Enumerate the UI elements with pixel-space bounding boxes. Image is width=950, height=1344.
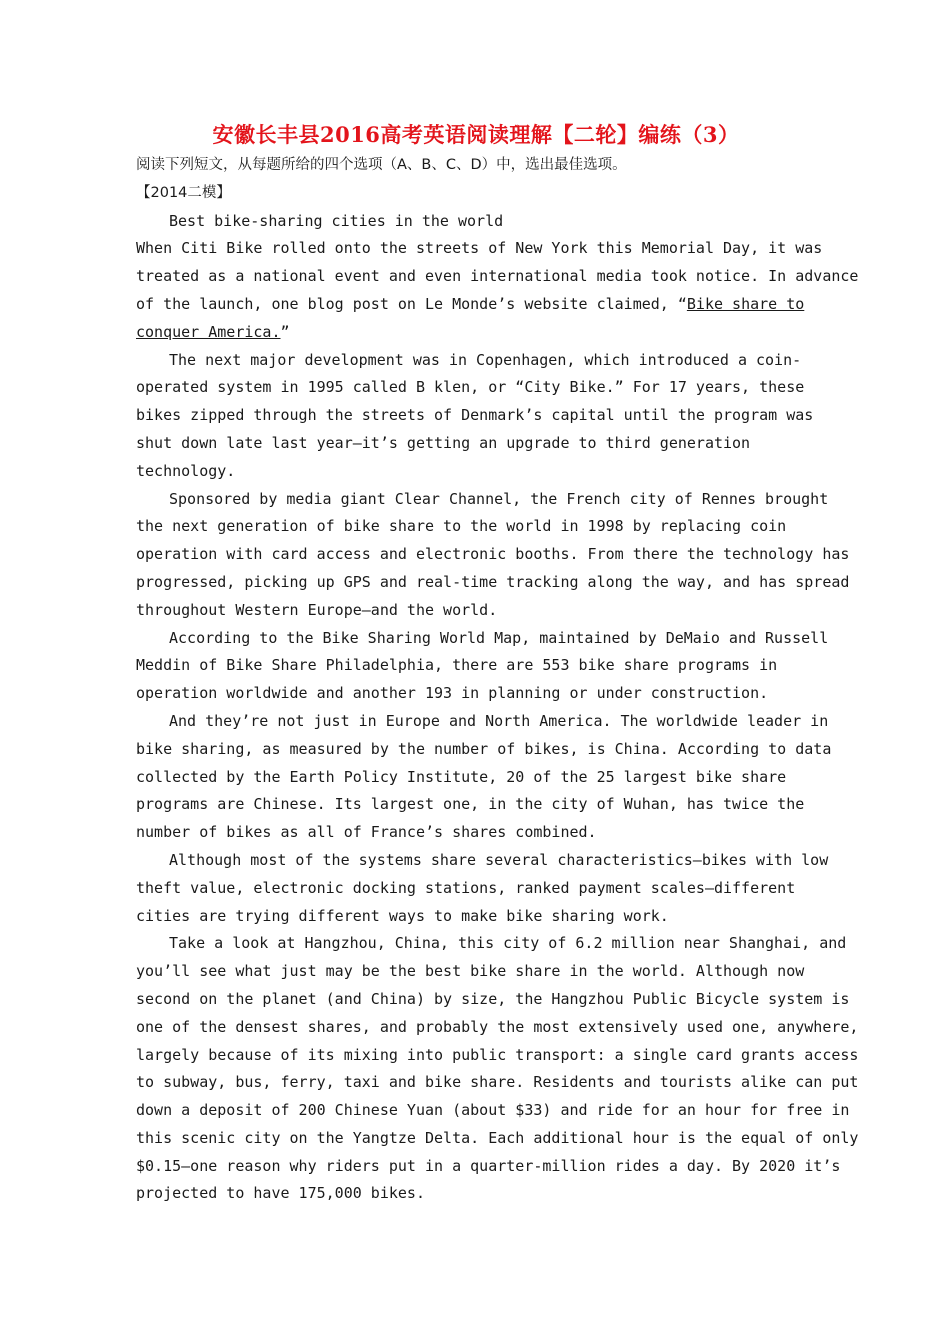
- paragraph-1: [136, 235, 859, 346]
- paragraph-line: collected by the Earth Policy Institute, 20 of the 25 largest bike share: [136, 767, 787, 786]
- paragraph-line: The next major development was in Copenhagen, which introduced a coin-: [169, 350, 802, 369]
- paragraph-line: cities are trying different ways to make bike sharing work.: [136, 906, 669, 925]
- line-text: of the launch, one blog post on Le Monde’s website claimed, “: [136, 294, 687, 313]
- paragraph-2: [136, 347, 816, 486]
- paragraph-line: down a deposit of 200 Chinese Yuan (about $33) and ride for an hour for free in: [136, 1101, 850, 1120]
- paragraph-line: largely because of its mixing into public transport: a single card grants access: [136, 1045, 859, 1064]
- paragraph-5: [136, 708, 832, 847]
- paragraph-line: theft value, electronic docking stations, ranked payment scales—different: [136, 878, 796, 897]
- paragraph-line: operation with card access and electronic booths. From there the technology has: [136, 545, 850, 564]
- paragraph-line: Take a look at Hangzhou, China, this city of 6.2 million near Shanghai, and: [169, 934, 847, 953]
- quoted-headline: Bike share to: [686, 294, 805, 313]
- paragraph-line: one of the densest shares, and probably the most extensively used one, anywhere,: [136, 1017, 859, 1036]
- paragraph-line: According to the Bike Sharing World Map, maintained by DeMaio and Russell: [169, 628, 829, 647]
- paragraph-line: technology.: [136, 461, 236, 480]
- paragraph-line: projected to have 175,000 bikes.: [136, 1184, 425, 1203]
- paragraph-6: [136, 847, 829, 930]
- source-tag: 【2014二模】: [136, 184, 231, 201]
- paragraph-line: bikes zipped through the streets of Denmark’s capital until the program was: [136, 406, 814, 425]
- paragraph-line: [136, 319, 816, 347]
- article-heading: Best bike-sharing cities in the world: [169, 211, 504, 230]
- paragraph-3: [136, 486, 850, 625]
- paragraph-line: the next generation of bike share to the world in 1998 by replacing coin: [136, 517, 787, 536]
- quoted-headline: conquer America.: [136, 322, 281, 341]
- paragraph-line: shut down late last year—it’s getting an upgrade to third generation: [136, 433, 751, 452]
- paragraph-line: When Citi Bike rolled onto the streets of New York this Memorial Day, it was: [136, 239, 823, 258]
- paragraph-line: this scenic city on the Yangtze Delta. Each additional hour is the equal of only: [136, 1128, 859, 1147]
- instruction-text: 阅读下列短文，从每题所给的四个选项（A、B、C、D）中，选出最佳选项。: [136, 157, 627, 173]
- paragraph-line: Meddin of Bike Share Philadelphia, there are 553 bike share programs in: [136, 656, 778, 675]
- paragraph-line: bike sharing, as measured by the number of bikes, is China. According to data: [136, 739, 832, 758]
- paragraph-line: Sponsored by media giant Clear Channel, the French city of Rennes brought: [169, 489, 829, 508]
- paragraph-4: [136, 625, 829, 708]
- paragraph-line: progressed, picking up GPS and real-time tracking along the way, and has spread: [136, 572, 850, 591]
- paragraph-line: operated system in 1995 called B klen, or “City Bike.” For 17 years, these: [136, 378, 805, 397]
- paragraph-line: to subway, bus, ferry, taxi and bike share. Residents and tourists alike can put: [136, 1073, 859, 1092]
- paragraph-line: number of bikes as all of France’s shares combined.: [136, 823, 597, 842]
- line-text: ”: [280, 322, 290, 341]
- paragraph-7: [136, 930, 859, 1208]
- document-title: 安徽长丰县2016高考英语阅读理解【二轮】编练（3）: [212, 122, 740, 147]
- paragraph-line: you’ll see what just may be the best bike share in the world. Although now: [136, 962, 805, 981]
- paragraph-line: [136, 291, 816, 319]
- paragraph-line: operation worldwide and another 193 in planning or under construction.: [136, 684, 769, 703]
- document-page: [136, 118, 859, 1208]
- paragraph-line: programs are Chinese. Its largest one, in the city of Wuhan, has twice the: [136, 795, 805, 814]
- paragraph-line: throughout Western Europe—and the world.: [136, 600, 498, 619]
- paragraph-line: Although most of the systems share several characteristics—bikes with low: [169, 850, 829, 869]
- paragraph-line: treated as a national event and even international media took notice. In advance: [136, 267, 859, 286]
- paragraph-line: second on the planet (and China) by size, the Hangzhou Public Bicycle system is: [136, 989, 850, 1008]
- paragraph-line: And they’re not just in Europe and North America. The worldwide leader in: [169, 711, 829, 730]
- paragraph-line: $0.15—one reason why riders put in a quarter-million rides a day. By 2020 it’s: [136, 1156, 841, 1175]
